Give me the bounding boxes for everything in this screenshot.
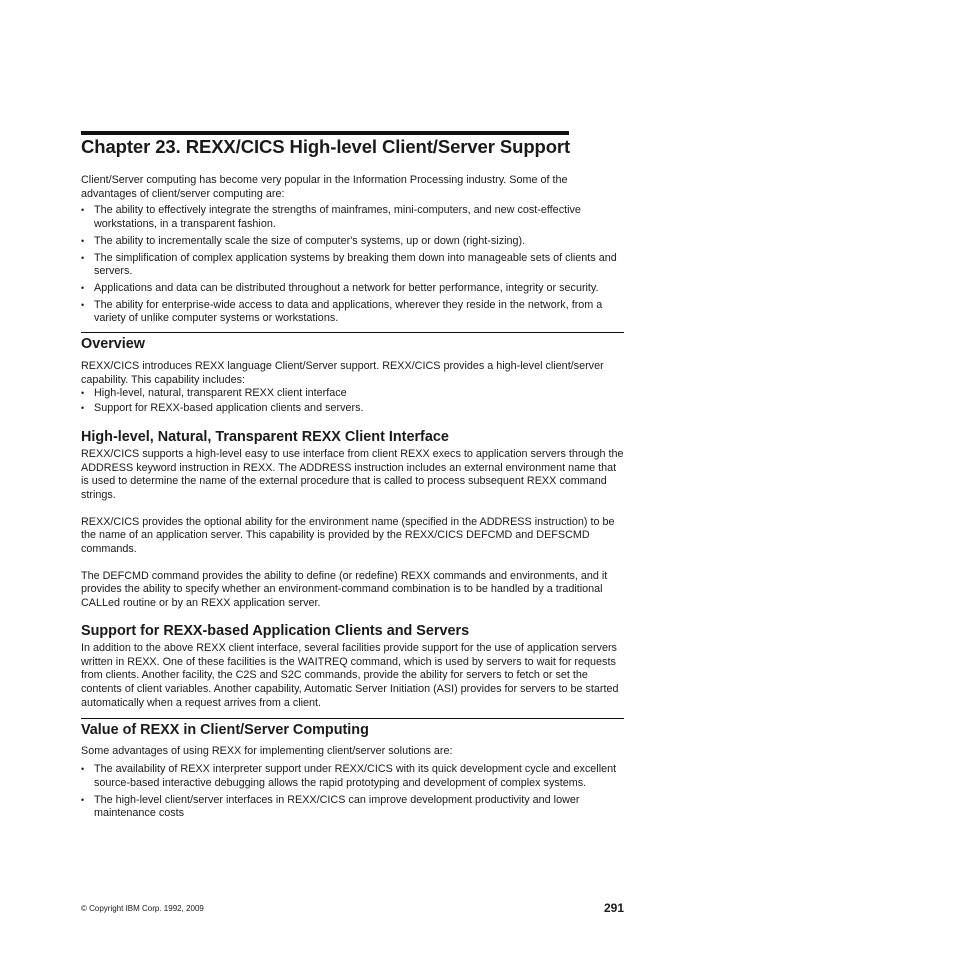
- list-item: • Applications and data can be distributed throughout a network for better performance, integrity or security.: [81, 282, 624, 296]
- section-heading-overview: Overview: [81, 336, 145, 353]
- page-body: [81, 174, 624, 821]
- chapter-title: Chapter 23. REXX/CICS High-level Client/Server Support: [81, 136, 571, 157]
- list-item: • The ability to incrementally scale the size of computer's systems, up or down (right-sizing).: [81, 235, 624, 249]
- chapter-rule: [81, 131, 569, 135]
- support-paragraph: In addition to the above REXX client interface, several facilities provide support for the use of application servers written in REXX. One of these facilities is the WAITREQ command, which is used by servers to wait for requests from clients. Another facility, the C2S and S2C commands, provide the ability for servers to fetch or set the contents of client variables. Another capability, Automatic Server Initiation (ASI) provides for servers to be started automatically when a request arrives from a client.: [81, 641, 619, 709]
- page-number: 291: [604, 901, 625, 915]
- value-bullet-list: [81, 763, 624, 821]
- client-interface-paragraph: The DEFCMD command provides the ability to define (or redefine) REXX commands and environments, and it provides the ability to specify whether an environment-command combination is to be handled by a traditional CALLed routine or by an REXX application server.: [81, 569, 608, 610]
- list-item: • The availability of REXX interpreter support under REXX/CICS with its quick development cycle and excellent source-based interactive debugging allows the rapid prototyping and development of complex systems.: [81, 763, 624, 790]
- client-interface-paragraph: REXX/CICS provides the optional ability for the environment name (specified in the ADDRESS instruction) to be the name of an application server. This capability is provided by the REXX/CICS DEFCMD and DEFSCMD commands.: [81, 515, 615, 556]
- list-item: • The ability to effectively integrate the strengths of mainframes, mini-computers, and new cost-effective workstations, in a transparent fashion.: [81, 204, 624, 231]
- value-paragraph: Some advantages of using REXX for implementing client/server solutions are:: [81, 745, 453, 758]
- list-item: • High-level, natural, transparent REXX client interface: [81, 387, 624, 401]
- copyright-notice: © Copyright IBM Corp. 1992, 2009: [81, 904, 204, 913]
- section-rule: [81, 332, 624, 333]
- list-item: • The high-level client/server interfaces in REXX/CICS can improve development productivity and lower maintenance costs: [81, 794, 624, 821]
- subsection-heading-client-interface: High-level, Natural, Transparent REXX Client Interface: [81, 428, 449, 445]
- client-interface-paragraph: REXX/CICS supports a high-level easy to use interface from client REXX execs to application servers through the ADDRESS keyword instruction in REXX. The ADDRESS instruction includes an external environment name that is used to determine the name of the external procedure that is called to process subsequent REXX command strings.: [81, 447, 624, 501]
- list-item: • The simplification of complex application systems by breaking them down into manageable sets of clients and servers.: [81, 252, 624, 279]
- intro-paragraph: Client/Server computing has become very popular in the Information Processing industry. Some of the advantages of client/server computing are:: [81, 174, 568, 200]
- section-rule: [81, 718, 624, 719]
- list-item: • The ability for enterprise-wide access to data and applications, wherever they reside in the network, from a variety of unlike computer systems or workstations.: [81, 299, 624, 326]
- list-item: • Support for REXX-based application clients and servers.: [81, 402, 624, 416]
- overview-bullet-list: [81, 387, 624, 415]
- section-heading-value: Value of REXX in Client/Server Computing: [81, 722, 369, 739]
- overview-paragraph: REXX/CICS introduces REXX language Client/Server support. REXX/CICS provides a high-level client/server capability. This capability includes:: [81, 360, 604, 386]
- intro-bullet-list: [81, 204, 624, 326]
- subsection-heading-support: Support for REXX-based Application Clients and Servers: [81, 622, 470, 639]
